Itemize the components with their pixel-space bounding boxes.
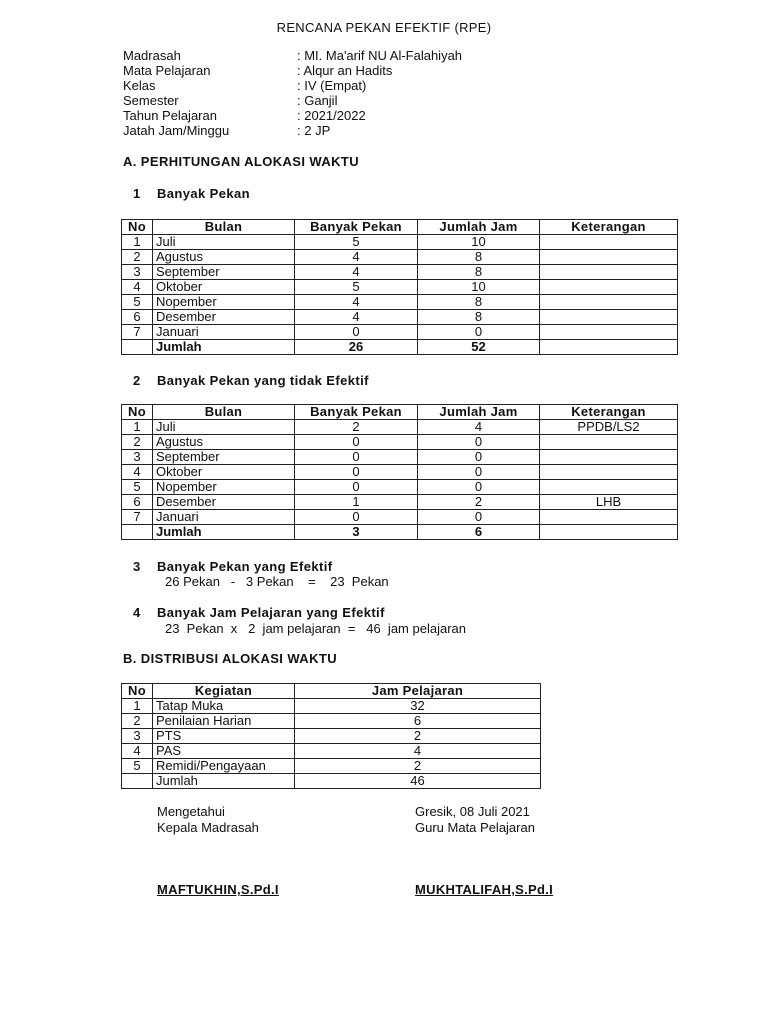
- cell-pekan: 0: [295, 480, 418, 495]
- cell-jam: 8: [418, 250, 540, 265]
- table-row: [122, 510, 678, 525]
- info-label-mata-pelajaran: Mata Pelajaran: [123, 63, 211, 78]
- cell-pekan: 4: [295, 265, 418, 280]
- info-label-jatah-jam: Jatah Jam/Minggu: [123, 123, 230, 138]
- cell-bulan: September: [153, 265, 295, 280]
- header-bulan: Bulan: [153, 220, 295, 235]
- cell-pekan: 5: [295, 235, 418, 250]
- cell-keterangan: [540, 250, 678, 265]
- info-label-semester: Semester: [123, 93, 179, 108]
- cell-bulan: Nopember: [153, 480, 295, 495]
- table-row: [122, 714, 541, 729]
- sub4-title: Banyak Jam Pelajaran yang Efektif: [157, 605, 385, 620]
- cell-pekan: 0: [295, 450, 418, 465]
- sub1-title: Banyak Pekan: [157, 186, 250, 201]
- info-value-semester: : Ganjil: [297, 93, 338, 108]
- signature-right-name: MUKHTALIFAH,S.Pd.I: [415, 882, 554, 897]
- table-row: [122, 325, 678, 340]
- cell-jam: 10: [418, 280, 540, 295]
- header-keterangan: Keterangan: [540, 220, 678, 235]
- cell-keterangan: [540, 435, 678, 450]
- cell-jam: 8: [418, 295, 540, 310]
- cell-keterangan: PPDB/LS2: [540, 420, 678, 435]
- cell-bulan: Januari: [153, 510, 295, 525]
- cell-no: 3: [122, 729, 153, 744]
- table-row: [122, 280, 678, 295]
- cell-keterangan: [540, 265, 678, 280]
- cell-jam: 32: [295, 699, 541, 714]
- cell-keterangan: [540, 280, 678, 295]
- cell-bulan: Nopember: [153, 295, 295, 310]
- cell-kegiatan: Tatap Muka: [153, 699, 295, 714]
- header-jumlah-jam: Jumlah Jam: [418, 220, 540, 235]
- info-value-tahun-pelajaran: : 2021/2022: [297, 108, 366, 123]
- info-label-tahun-pelajaran: Tahun Pelajaran: [123, 108, 217, 123]
- cell-jam: 0: [418, 510, 540, 525]
- table-header-row: [122, 220, 678, 235]
- table-row: [122, 744, 541, 759]
- cell-keterangan: [540, 235, 678, 250]
- cell-bulan: Oktober: [153, 465, 295, 480]
- cell-no: 6: [122, 495, 153, 510]
- total-pekan: 26: [295, 340, 418, 355]
- cell-jam: 2: [418, 495, 540, 510]
- cell-no: 5: [122, 480, 153, 495]
- cell-keterangan: [540, 340, 678, 355]
- cell-kegiatan: Penilaian Harian: [153, 714, 295, 729]
- header-no: No: [122, 405, 153, 420]
- table-row: [122, 235, 678, 250]
- table-row: [122, 310, 678, 325]
- header-no: No: [122, 220, 153, 235]
- sub2-title: Banyak Pekan yang tidak Efektif: [157, 373, 369, 388]
- cell-pekan: 4: [295, 295, 418, 310]
- total-jam: 52: [418, 340, 540, 355]
- table-row: [122, 250, 678, 265]
- cell-pekan: 4: [295, 310, 418, 325]
- cell-jam: 0: [418, 450, 540, 465]
- cell-pekan: 1: [295, 495, 418, 510]
- cell-keterangan: [540, 325, 678, 340]
- cell-no: 3: [122, 450, 153, 465]
- cell-no: 1: [122, 420, 153, 435]
- sub3-formula: 26 Pekan - 3 Pekan = 23 Pekan: [165, 574, 389, 589]
- header-no: No: [122, 684, 153, 699]
- table-row: [122, 450, 678, 465]
- header-kegiatan: Kegiatan: [153, 684, 295, 699]
- cell-no: 2: [122, 714, 153, 729]
- cell-keterangan: [540, 465, 678, 480]
- document-title: RENCANA PEKAN EFEKTIF (RPE): [276, 20, 492, 35]
- cell-no: 3: [122, 265, 153, 280]
- table-row: [122, 495, 678, 510]
- cell-kegiatan: PAS: [153, 744, 295, 759]
- table-row: [122, 480, 678, 495]
- cell-no: 6: [122, 310, 153, 325]
- cell-keterangan: [540, 525, 678, 540]
- table-row: [122, 759, 541, 774]
- cell-pekan: 0: [295, 510, 418, 525]
- total-jam: 6: [418, 525, 540, 540]
- cell-no: 5: [122, 759, 153, 774]
- total-label: Jumlah: [153, 525, 295, 540]
- sub1-number: 1: [133, 186, 141, 201]
- total-label: Jumlah: [153, 774, 295, 789]
- cell-jam: 6: [295, 714, 541, 729]
- table-total-row: [122, 525, 678, 540]
- cell-bulan: September: [153, 450, 295, 465]
- info-value-kelas: : IV (Empat): [297, 78, 367, 93]
- total-jam: 46: [295, 774, 541, 789]
- sub2-number: 2: [133, 373, 141, 388]
- table-header-row: [122, 684, 541, 699]
- cell-keterangan: LHB: [540, 495, 678, 510]
- sub3-title: Banyak Pekan yang Efektif: [157, 559, 333, 574]
- cell-no: 1: [122, 699, 153, 714]
- cell-pekan: 0: [295, 465, 418, 480]
- cell-bulan: Oktober: [153, 280, 295, 295]
- sub4-formula: 23 Pekan x 2 jam pelajaran = 46 jam pelajaran: [165, 621, 466, 636]
- table-row: [122, 699, 541, 714]
- cell-keterangan: [540, 295, 678, 310]
- table-total-row: [122, 774, 541, 789]
- table-row: [122, 729, 541, 744]
- cell-jam: 4: [418, 420, 540, 435]
- cell-no: 4: [122, 280, 153, 295]
- table-header-row: [122, 405, 678, 420]
- total-pekan: 3: [295, 525, 418, 540]
- info-value-jatah-jam: : 2 JP: [297, 123, 331, 138]
- cell-no: 1: [122, 235, 153, 250]
- section-b-heading: B. DISTRIBUSI ALOKASI WAKTU: [123, 651, 337, 666]
- cell-jam: 2: [295, 759, 541, 774]
- info-value-madrasah: : MI. Ma'arif NU Al-Falahiyah: [297, 48, 463, 63]
- cell-bulan: Desember: [153, 310, 295, 325]
- cell-keterangan: [540, 510, 678, 525]
- cell-keterangan: [540, 310, 678, 325]
- signature-left-line1: Mengetahui: [157, 804, 225, 819]
- cell-keterangan: [540, 450, 678, 465]
- cell-pekan: 0: [295, 325, 418, 340]
- cell-no: [122, 525, 153, 540]
- info-label-madrasah: Madrasah: [123, 48, 181, 63]
- sub3-number: 3: [133, 559, 141, 574]
- cell-bulan: Juli: [153, 235, 295, 250]
- cell-keterangan: [540, 480, 678, 495]
- table-banyak-pekan: [121, 219, 678, 355]
- cell-jam: 10: [418, 235, 540, 250]
- table-row: [122, 265, 678, 280]
- cell-no: 2: [122, 435, 153, 450]
- cell-jam: 2: [295, 729, 541, 744]
- cell-jam: 0: [418, 325, 540, 340]
- signature-left-name: MAFTUKHIN,S.Pd.I: [157, 882, 279, 897]
- table-distribusi: [121, 683, 541, 789]
- cell-no: 5: [122, 295, 153, 310]
- cell-jam: 0: [418, 465, 540, 480]
- header-banyak-pekan: Banyak Pekan: [295, 220, 418, 235]
- table-row: [122, 420, 678, 435]
- table-pekan-tidak-efektif: [121, 404, 678, 540]
- cell-jam: 0: [418, 435, 540, 450]
- cell-no: 2: [122, 250, 153, 265]
- cell-pekan: 5: [295, 280, 418, 295]
- cell-no: 7: [122, 325, 153, 340]
- header-jumlah-jam: Jumlah Jam: [418, 405, 540, 420]
- cell-pekan: 2: [295, 420, 418, 435]
- cell-jam: 4: [295, 744, 541, 759]
- cell-bulan: Januari: [153, 325, 295, 340]
- cell-no: [122, 774, 153, 789]
- info-value-mata-pelajaran: : Alqur an Hadits: [297, 63, 393, 78]
- table-total-row: [122, 340, 678, 355]
- total-label: Jumlah: [153, 340, 295, 355]
- section-a-heading: A. PERHITUNGAN ALOKASI WAKTU: [123, 154, 360, 169]
- cell-bulan: Agustus: [153, 435, 295, 450]
- cell-pekan: 4: [295, 250, 418, 265]
- cell-no: 4: [122, 465, 153, 480]
- cell-bulan: Desember: [153, 495, 295, 510]
- header-banyak-pekan: Banyak Pekan: [295, 405, 418, 420]
- header-keterangan: Keterangan: [540, 405, 678, 420]
- table-row: [122, 295, 678, 310]
- cell-jam: 0: [418, 480, 540, 495]
- signature-right-line1: Gresik, 08 Juli 2021: [415, 804, 530, 819]
- cell-jam: 8: [418, 310, 540, 325]
- cell-bulan: Juli: [153, 420, 295, 435]
- cell-no: [122, 340, 153, 355]
- cell-jam: 8: [418, 265, 540, 280]
- cell-bulan: Agustus: [153, 250, 295, 265]
- info-label-kelas: Kelas: [123, 78, 156, 93]
- sub4-number: 4: [133, 605, 141, 620]
- header-jam-pelajaran: Jam Pelajaran: [295, 684, 541, 699]
- table-row: [122, 435, 678, 450]
- cell-pekan: 0: [295, 435, 418, 450]
- signature-right-line2: Guru Mata Pelajaran: [415, 820, 535, 835]
- signature-left-line2: Kepala Madrasah: [157, 820, 259, 835]
- cell-kegiatan: PTS: [153, 729, 295, 744]
- cell-no: 4: [122, 744, 153, 759]
- cell-no: 7: [122, 510, 153, 525]
- header-bulan: Bulan: [153, 405, 295, 420]
- cell-kegiatan: Remidi/Pengayaan: [153, 759, 295, 774]
- table-row: [122, 465, 678, 480]
